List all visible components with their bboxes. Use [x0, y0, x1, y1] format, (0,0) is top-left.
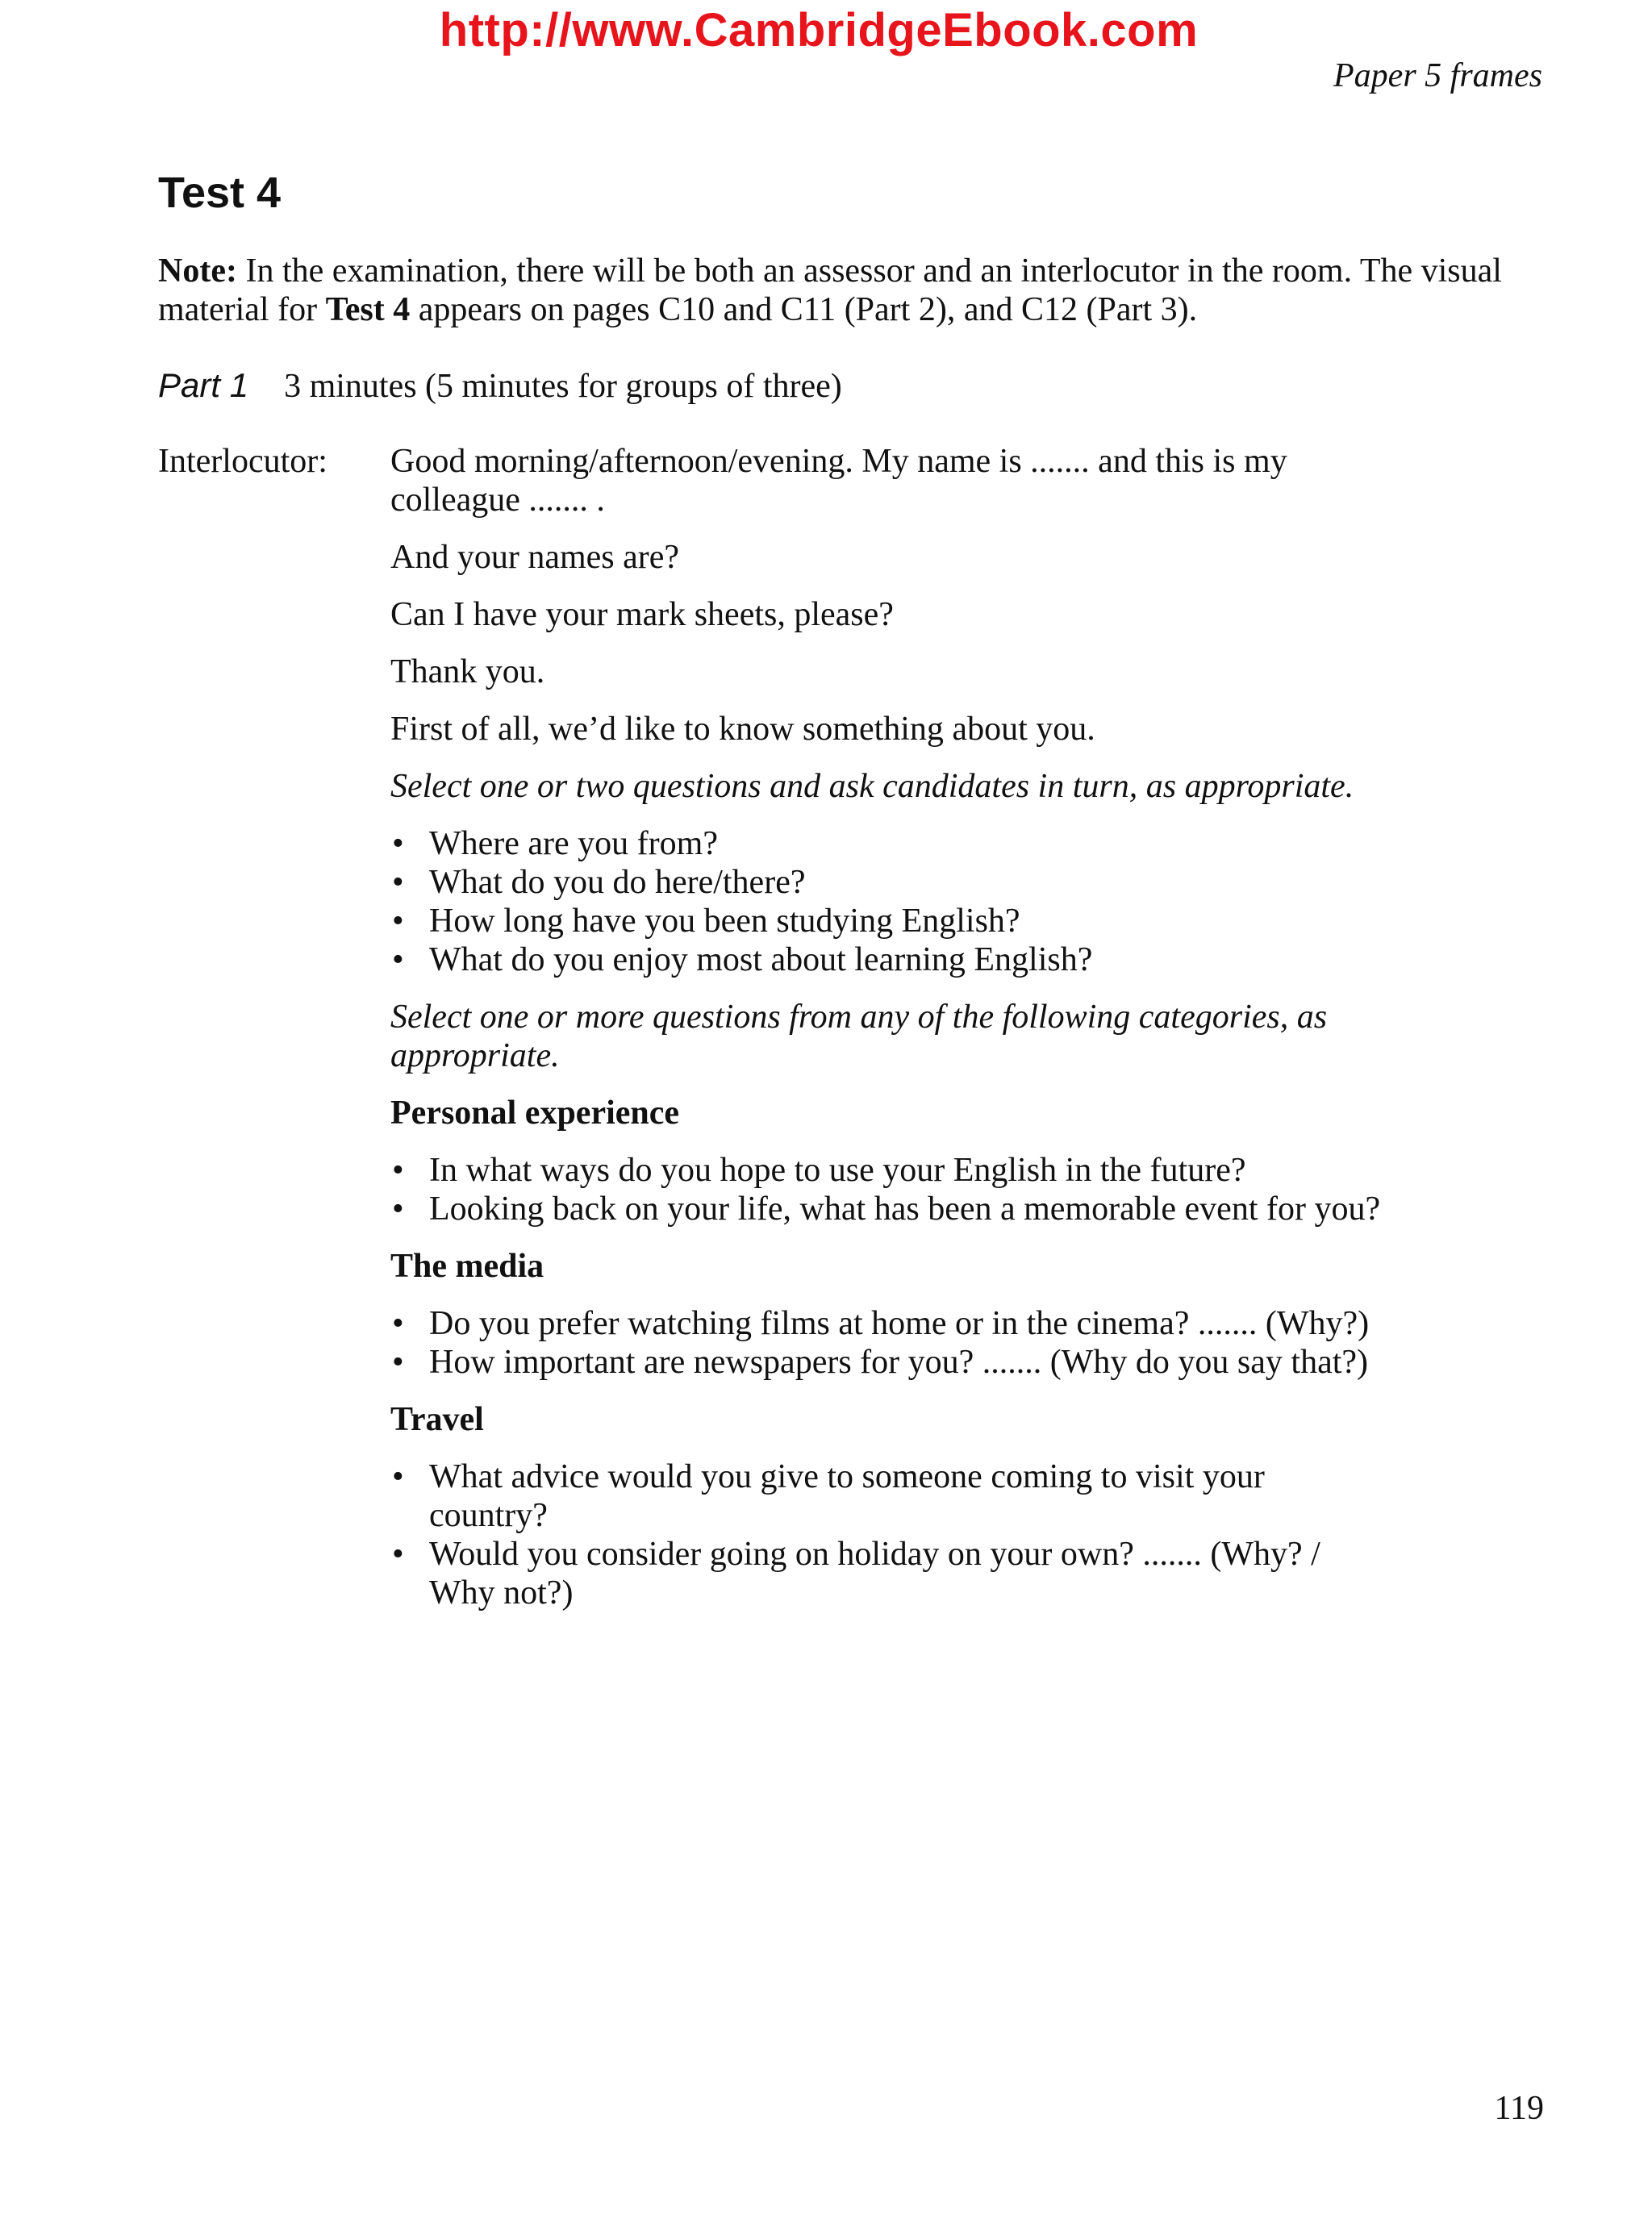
names-line: And your names are?	[390, 539, 680, 576]
list-item	[390, 1457, 1391, 1535]
greeting-line: Good morning/afternoon/evening. My name is ....... and this is my colleague ....... .	[390, 443, 1287, 519]
note-label: Note:	[158, 252, 237, 290]
category-heading-personal: Personal experience	[390, 1095, 680, 1132]
running-head: Paper 5 frames	[1333, 57, 1542, 94]
question-text: How important are newspapers for you? ....... (Why do you say that?)	[429, 1344, 1369, 1381]
page-number: 119	[1494, 2090, 1544, 2127]
speaker-label: Interlocutor:	[158, 443, 327, 480]
part-label: Part 1	[158, 366, 249, 404]
note-text-1: In the examination, there will be both an assessor and an interlocutor in the room. The visual material for	[158, 252, 1502, 328]
list-item	[390, 1343, 1391, 1382]
list-item	[390, 1535, 1391, 1612]
question-text: In what ways do you hope to use your English in the future?	[429, 1152, 1246, 1189]
list-item	[390, 1190, 1391, 1228]
interlocutor-script	[390, 442, 1391, 1631]
bullet-icon: •	[392, 1458, 404, 1495]
first-line: First of all, we’d like to know something about you.	[390, 711, 1095, 748]
page-title: Test 4	[158, 169, 282, 217]
personal-questions-list	[390, 1151, 1391, 1228]
media-questions-list	[390, 1304, 1391, 1382]
list-item	[390, 1151, 1391, 1190]
thanks-line: Thank you.	[390, 653, 545, 690]
intro-questions-list	[390, 824, 1391, 979]
category-heading-travel: Travel	[390, 1401, 484, 1438]
question-text: Where are you from?	[429, 825, 718, 862]
question-text: How long have you been studying English?	[429, 903, 1020, 940]
bullet-icon: •	[392, 1305, 404, 1342]
question-text: Do you prefer watching films at home or in the cinema? ....... (Why?)	[429, 1305, 1370, 1342]
bullet-icon: •	[392, 864, 404, 901]
instruction-select-one-or-two: Select one or two questions and ask candidates in turn, as appropriate.	[390, 768, 1354, 805]
note-text-2: appears on pages C10 and C11 (Part 2), and C12 (Part 3).	[410, 291, 1198, 328]
part-timing: 3 minutes (5 minutes for groups of three)	[284, 368, 842, 405]
list-item	[390, 824, 1391, 863]
bullet-icon: •	[392, 1190, 404, 1228]
note-test-name: Test 4	[325, 291, 411, 328]
question-text: What advice would you give to someone coming to visit your country?	[429, 1458, 1265, 1534]
list-item	[390, 1304, 1391, 1343]
travel-questions-list	[390, 1457, 1391, 1612]
bullet-icon: •	[392, 1152, 404, 1189]
bullet-icon: •	[392, 825, 404, 862]
list-item	[390, 863, 1391, 902]
question-text: What do you do here/there?	[429, 864, 806, 901]
mark-sheets-line: Can I have your mark sheets, please?	[390, 596, 894, 633]
bullet-icon: •	[392, 903, 404, 940]
question-text: What do you enjoy most about learning English?	[429, 941, 1093, 978]
bullet-icon: •	[392, 1536, 404, 1573]
watermark-url: http://www.CambridgeEbook.com	[439, 4, 1199, 56]
note-paragraph	[158, 252, 1546, 329]
question-text: Would you consider going on holiday on your own? ....... (Why? / Why not?)	[429, 1536, 1320, 1612]
instruction-select-categories: Select one or more questions from any of the following categories, as appropriate.	[390, 999, 1328, 1074]
question-text: Looking back on your life, what has been a memorable event for you?	[429, 1190, 1381, 1228]
category-heading-media: The media	[390, 1248, 544, 1285]
bullet-icon: •	[392, 941, 404, 978]
list-item	[390, 902, 1391, 940]
part-heading	[158, 366, 842, 406]
bullet-icon: •	[392, 1344, 404, 1381]
list-item	[390, 940, 1391, 979]
